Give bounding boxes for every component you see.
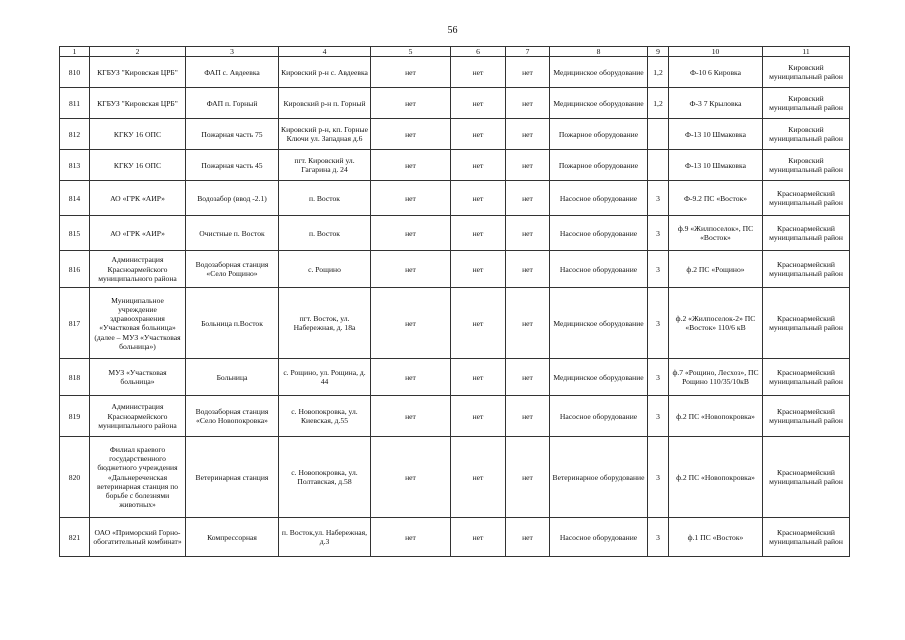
header-cell: 7	[506, 47, 550, 57]
col7-cell: нет	[506, 181, 550, 216]
row-number: 818	[60, 359, 90, 396]
address-cell: п. Восток,ул. Набережная, д.3	[279, 518, 371, 557]
col6-cell: нет	[451, 88, 506, 119]
district-cell: Красноармейский муниципальный район	[763, 437, 850, 518]
header-cell: 11	[763, 47, 850, 57]
district-cell: Красноармейский муниципальный район	[763, 359, 850, 396]
organization-cell: КГБУЗ "Кировская ЦРБ"	[90, 88, 186, 119]
table-row	[60, 57, 850, 88]
organization-cell: МУЗ «Участковая больница»	[90, 359, 186, 396]
header-cell: 1	[60, 47, 90, 57]
col5-cell: нет	[371, 88, 451, 119]
category-cell: 1,2	[648, 88, 669, 119]
row-number: 817	[60, 288, 90, 359]
feeder-cell: Ф-9.2 ПС «Восток»	[669, 181, 763, 216]
col5-cell: нет	[371, 518, 451, 557]
row-number: 811	[60, 88, 90, 119]
header-row	[60, 47, 850, 57]
col7-cell: нет	[506, 396, 550, 437]
header-cell: 3	[186, 47, 279, 57]
object-cell: Больница	[186, 359, 279, 396]
col5-cell: нет	[371, 437, 451, 518]
equipment-cell: Насосное оборудование	[550, 518, 648, 557]
col7-cell: нет	[506, 216, 550, 251]
col6-cell: нет	[451, 437, 506, 518]
address-cell: Кировский р-н п. Горный	[279, 88, 371, 119]
object-cell: Пожарная часть 45	[186, 150, 279, 181]
feeder-cell: ф.2 ПС «Рощино»	[669, 251, 763, 288]
equipment-cell: Насосное оборудование	[550, 396, 648, 437]
address-cell: с. Новопокровка, ул. Полтавская, д.58	[279, 437, 371, 518]
address-cell: пгт. Восток, ул. Набережная, д. 18а	[279, 288, 371, 359]
equipment-cell: Пожарное оборудование	[550, 119, 648, 150]
table-row	[60, 396, 850, 437]
equipment-cell: Медицинское оборудование	[550, 288, 648, 359]
header-cell: 5	[371, 47, 451, 57]
organization-cell: Администрация Красноармейского муниципального района	[90, 396, 186, 437]
district-cell: Красноармейский муниципальный район	[763, 216, 850, 251]
table-row	[60, 150, 850, 181]
col7-cell: нет	[506, 437, 550, 518]
col6-cell: нет	[451, 518, 506, 557]
col6-cell: нет	[451, 396, 506, 437]
col7-cell: нет	[506, 251, 550, 288]
address-cell: с. Новопокровка, ул. Киевская, д.55	[279, 396, 371, 437]
equipment-cell: Медицинское оборудование	[550, 57, 648, 88]
district-cell: Красноармейский муниципальный район	[763, 251, 850, 288]
col5-cell: нет	[371, 181, 451, 216]
district-cell: Красноармейский муниципальный район	[763, 518, 850, 557]
feeder-cell: ф.2 ПС «Новопокровка»	[669, 396, 763, 437]
category-cell: 3	[648, 216, 669, 251]
col7-cell: нет	[506, 359, 550, 396]
col7-cell: нет	[506, 288, 550, 359]
table-row	[60, 88, 850, 119]
organization-cell: Администрация Красноармейского муниципального района	[90, 251, 186, 288]
object-cell: ФАП с. Авдеевка	[186, 57, 279, 88]
object-cell: Очистные п. Восток	[186, 216, 279, 251]
address-cell: п. Восток	[279, 216, 371, 251]
object-cell: Компрессорная	[186, 518, 279, 557]
equipment-cell: Ветеринарное оборудование	[550, 437, 648, 518]
address-cell: с. Рощино, ул. Рощина, д. 44	[279, 359, 371, 396]
header-cell: 9	[648, 47, 669, 57]
col6-cell: нет	[451, 288, 506, 359]
feeder-cell: ф.2 ПС «Новопокровка»	[669, 437, 763, 518]
col5-cell: нет	[371, 57, 451, 88]
object-cell: ФАП п. Горный	[186, 88, 279, 119]
row-number: 815	[60, 216, 90, 251]
col7-cell: нет	[506, 88, 550, 119]
category-cell	[648, 150, 669, 181]
object-cell: Пожарная часть 75	[186, 119, 279, 150]
category-cell	[648, 119, 669, 150]
col6-cell: нет	[451, 150, 506, 181]
object-cell: Водозаборная станция «Село Новопокровка»	[186, 396, 279, 437]
equipment-cell: Насосное оборудование	[550, 216, 648, 251]
equipment-cell: Пожарное оборудование	[550, 150, 648, 181]
row-number: 810	[60, 57, 90, 88]
row-number: 820	[60, 437, 90, 518]
col5-cell: нет	[371, 359, 451, 396]
feeder-cell: ф.7 «Рощино, Лесхоз», ПС Рощино 110/35/10кВ	[669, 359, 763, 396]
category-cell: 3	[648, 437, 669, 518]
organization-cell: Филиал краевого государственного бюджетного учреждения «Дальнереченская ветеринарная станция по борьбе с болезнями животных»	[90, 437, 186, 518]
district-cell: Красноармейский муниципальный район	[763, 181, 850, 216]
col5-cell: нет	[371, 288, 451, 359]
feeder-cell: ф.9 «Жилпоселок», ПС «Восток»	[669, 216, 763, 251]
header-cell: 2	[90, 47, 186, 57]
equipment-cell: Насосное оборудование	[550, 251, 648, 288]
table-row	[60, 251, 850, 288]
header-cell: 10	[669, 47, 763, 57]
equipment-cell: Насосное оборудование	[550, 181, 648, 216]
feeder-cell: ф.1 ПС «Восток»	[669, 518, 763, 557]
col7-cell: нет	[506, 150, 550, 181]
district-cell: Красноармейский муниципальный район	[763, 396, 850, 437]
feeder-cell: ф.2 «Жилпоселок-2» ПС «Восток» 110/6 кВ	[669, 288, 763, 359]
category-cell: 3	[648, 359, 669, 396]
district-cell: Кировский муниципальный район	[763, 88, 850, 119]
organization-cell: АО «ГРК «АИР»	[90, 181, 186, 216]
equipment-cell: Медицинское оборудование	[550, 88, 648, 119]
col6-cell: нет	[451, 57, 506, 88]
table-row	[60, 119, 850, 150]
object-cell: Водозабор (ввод -2.1)	[186, 181, 279, 216]
table-row	[60, 216, 850, 251]
district-cell: Красноармейский муниципальный район	[763, 288, 850, 359]
table-row	[60, 181, 850, 216]
registry-table	[59, 46, 850, 557]
category-cell: 3	[648, 288, 669, 359]
header-cell: 6	[451, 47, 506, 57]
object-cell: Ветеринарная станция	[186, 437, 279, 518]
feeder-cell: Ф-10 6 Кировка	[669, 57, 763, 88]
address-cell: п. Восток	[279, 181, 371, 216]
col6-cell: нет	[451, 216, 506, 251]
col5-cell: нет	[371, 216, 451, 251]
object-cell: Водозаборная станция «Село Рощино»	[186, 251, 279, 288]
row-number: 821	[60, 518, 90, 557]
category-cell: 3	[648, 518, 669, 557]
organization-cell: КГКУ 16 ОПС	[90, 119, 186, 150]
address-cell: Кировский р-н, кп. Горные Ключи ул. Западная д.6	[279, 119, 371, 150]
col5-cell: нет	[371, 150, 451, 181]
feeder-cell: Ф-13 10 Шмаковка	[669, 119, 763, 150]
district-cell: Кировский муниципальный район	[763, 119, 850, 150]
district-cell: Кировский муниципальный район	[763, 57, 850, 88]
col6-cell: нет	[451, 359, 506, 396]
category-cell: 3	[648, 251, 669, 288]
table-row	[60, 437, 850, 518]
equipment-cell: Медицинское оборудование	[550, 359, 648, 396]
row-number: 819	[60, 396, 90, 437]
table-row	[60, 518, 850, 557]
feeder-cell: Ф-3 7 Крыловка	[669, 88, 763, 119]
col6-cell: нет	[451, 181, 506, 216]
district-cell: Кировский муниципальный район	[763, 150, 850, 181]
table-row	[60, 288, 850, 359]
col5-cell: нет	[371, 119, 451, 150]
header-cell: 4	[279, 47, 371, 57]
object-cell: Больница п.Восток	[186, 288, 279, 359]
address-cell: с. Рощино	[279, 251, 371, 288]
feeder-cell: Ф-13 10 Шмаковка	[669, 150, 763, 181]
col7-cell: нет	[506, 57, 550, 88]
category-cell: 3	[648, 396, 669, 437]
row-number: 813	[60, 150, 90, 181]
col5-cell: нет	[371, 396, 451, 437]
organization-cell: АО «ГРК «АИР»	[90, 216, 186, 251]
col7-cell: нет	[506, 119, 550, 150]
organization-cell: КГБУЗ "Кировская ЦРБ"	[90, 57, 186, 88]
header-cell: 8	[550, 47, 648, 57]
address-cell: Кировский р-н с. Авдеевка	[279, 57, 371, 88]
organization-cell: Муниципальное учреждение здравоохранения «Участковая больница» (далее – МУЗ «Участковая больница»)	[90, 288, 186, 359]
row-number: 814	[60, 181, 90, 216]
col5-cell: нет	[371, 251, 451, 288]
category-cell: 3	[648, 181, 669, 216]
table-row	[60, 359, 850, 396]
col7-cell: нет	[506, 518, 550, 557]
col6-cell: нет	[451, 251, 506, 288]
organization-cell: КГКУ 16 ОПС	[90, 150, 186, 181]
page-number: 56	[447, 25, 458, 36]
address-cell: пгт. Кировский ул. Гагарина д. 24	[279, 150, 371, 181]
category-cell: 1,2	[648, 57, 669, 88]
col6-cell: нет	[451, 119, 506, 150]
organization-cell: ОАО «Приморский Горно-обогатительный комбинат»	[90, 518, 186, 557]
row-number: 816	[60, 251, 90, 288]
row-number: 812	[60, 119, 90, 150]
